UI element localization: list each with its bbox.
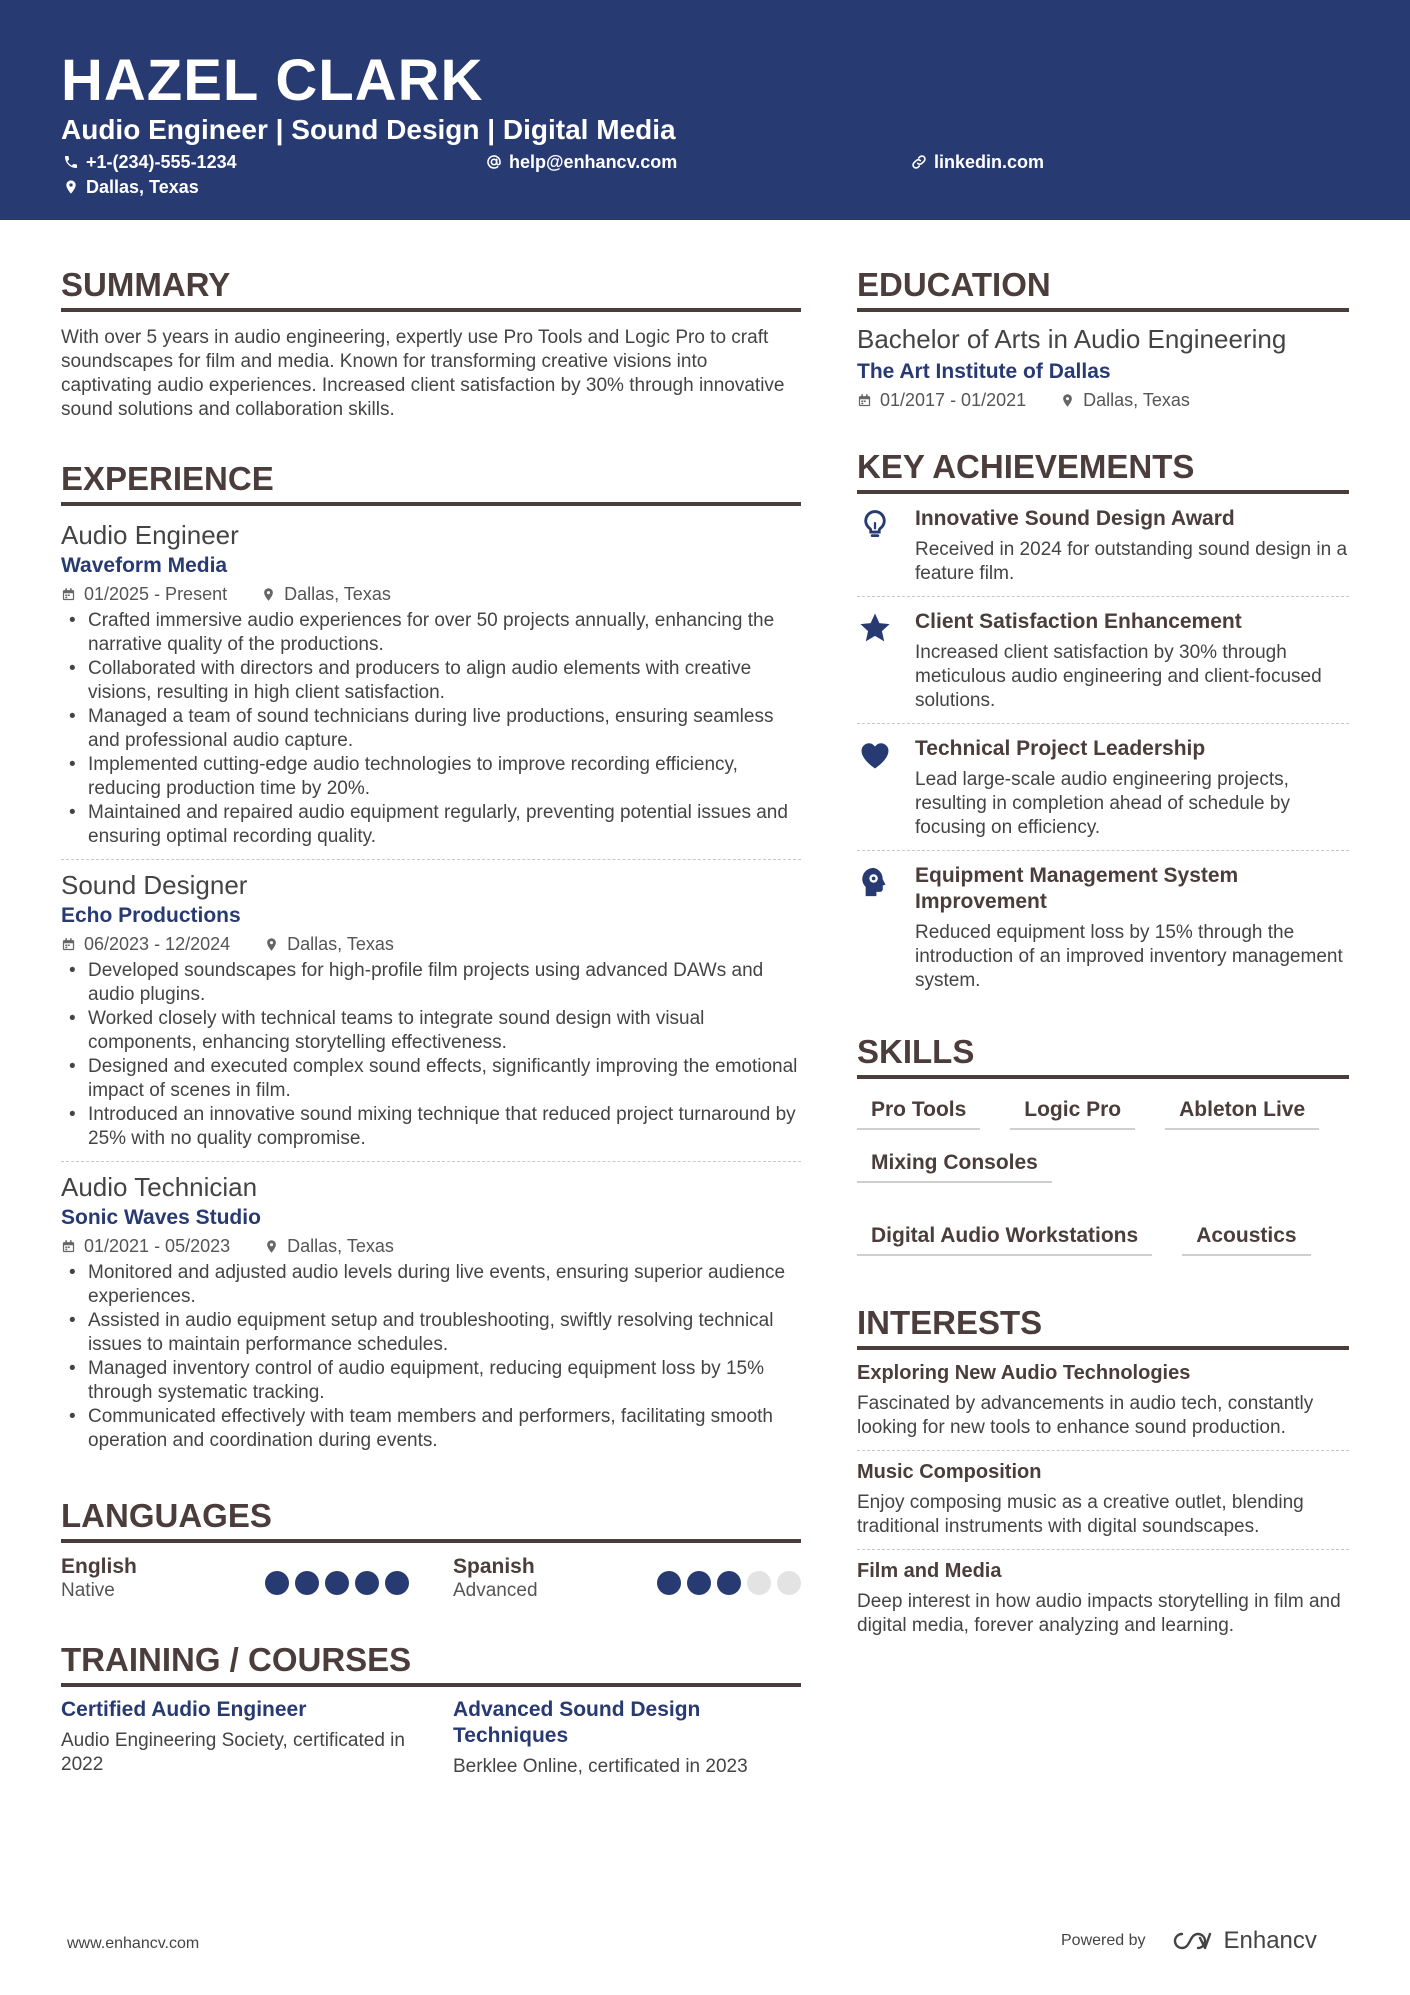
rating-dot: [747, 1571, 771, 1595]
job-bullet: • Designed and executed complex sound effects, significantly improving the emotional impact of scenes in film.: [61, 1055, 801, 1103]
email-text[interactable]: help@enhancv.com: [509, 152, 678, 172]
job-bullet: • Crafted immersive audio experiences for over 50 projects annually, enhancing the narrative quality of the productions.: [61, 609, 801, 657]
rating-dot: [657, 1571, 681, 1595]
course-item: [61, 1697, 409, 1779]
skills-list: [857, 1097, 1349, 1256]
calendar-icon: [61, 1239, 76, 1254]
at-icon: [486, 154, 502, 170]
language-rating: [657, 1571, 801, 1595]
heart-icon: [858, 738, 892, 772]
summary-section: [61, 262, 801, 422]
star-icon: [858, 611, 892, 645]
job-bullets: [61, 959, 801, 1151]
interests-heading: INTERESTS: [857, 1300, 1349, 1350]
job-role: Audio Technician: [61, 1172, 258, 1202]
job-bullets: [61, 1261, 801, 1453]
interest-desc: Fascinated by advancements in audio tech, constantly looking for new tools to enhance sound production.: [857, 1393, 1314, 1438]
left-column: [61, 262, 801, 1779]
language-item: [61, 1555, 409, 1603]
experience-section: [61, 456, 801, 1453]
language-name: English: [61, 1555, 137, 1578]
job-location: Dallas, Texas: [287, 934, 394, 954]
skill-tag: Ableton Live: [1165, 1097, 1319, 1130]
interest-desc: Deep interest in how audio impacts storytelling in film and digital media, forever analyzing and learning.: [857, 1591, 1341, 1636]
job-company: Sonic Waves Studio: [61, 1206, 261, 1229]
job-location: Dallas, Texas: [287, 1236, 394, 1256]
head-gear-icon: [858, 865, 892, 899]
job-company: Echo Productions: [61, 904, 241, 927]
job-entry: [61, 1170, 801, 1453]
achievement-title: Client Satisfaction Enhancement: [915, 610, 1242, 633]
job-bullet: • Monitored and adjusted audio levels during live events, ensuring superior audience experiences.: [61, 1261, 801, 1309]
job-bullet: • Managed inventory control of audio equipment, reducing equipment loss by 15% through systematic tracking.: [61, 1357, 801, 1405]
language-rating: [265, 1571, 409, 1595]
course-desc: Berklee Online, certificated in 2023: [453, 1756, 748, 1777]
phone-icon: [63, 154, 79, 170]
achievement-desc: Increased client satisfaction by 30% through meticulous audio engineering and client-focused solutions.: [915, 642, 1322, 711]
experience-heading: EXPERIENCE: [61, 456, 801, 506]
education-school: The Art Institute of Dallas: [857, 360, 1111, 383]
location-pin-icon: [1060, 393, 1075, 408]
training-section: [61, 1637, 801, 1779]
interest-item: [857, 1360, 1349, 1440]
location-pin-icon: [63, 179, 79, 195]
linkedin-text[interactable]: linkedin.com: [934, 152, 1045, 172]
course-title: Advanced Sound Design Techniques: [453, 1698, 701, 1747]
divider: [61, 1161, 801, 1162]
job-meta: [61, 1234, 801, 1258]
education-location: Dallas, Texas: [1083, 390, 1190, 410]
interest-title: Music Composition: [857, 1461, 1042, 1483]
achievement-title: Technical Project Leadership: [915, 737, 1206, 760]
rating-dot: [717, 1571, 741, 1595]
job-meta: [61, 582, 801, 606]
skills-heading: SKILLS: [857, 1029, 1349, 1079]
achievement-title: Innovative Sound Design Award: [915, 507, 1235, 530]
divider: [857, 1549, 1349, 1550]
job-bullet: • Communicated effectively with team members and performers, facilitating smooth operation and coordination during events.: [61, 1405, 801, 1453]
job-bullet: • Maintained and repaired audio equipment regularly, preventing potential issues and ensuring optimal recording quality.: [61, 801, 801, 849]
calendar-icon: [61, 587, 76, 602]
job-role: Audio Engineer: [61, 520, 239, 550]
job-company: Waveform Media: [61, 554, 228, 577]
job-bullet: • Implemented cutting-edge audio technologies to improve recording efficiency, reducing production time by 20%.: [61, 753, 801, 801]
enhancv-logo-icon: [1170, 1929, 1216, 1953]
rating-dot: [687, 1571, 711, 1595]
language-level: Advanced: [453, 1580, 538, 1601]
education-degree: Bachelor of Arts in Audio Engineering: [857, 324, 1287, 354]
education-section: [857, 262, 1349, 412]
education-heading: EDUCATION: [857, 262, 1349, 312]
location-pin-icon: [264, 1239, 279, 1254]
job-bullet: • Introduced an innovative sound mixing technique that reduced project turnaround by 25% with no quality compromise.: [61, 1103, 801, 1151]
calendar-icon: [61, 937, 76, 952]
skill-tag: Mixing Consoles: [857, 1150, 1052, 1183]
job-bullet: • Managed a team of sound technicians during live productions, ensuring seamless and professional audio capture.: [61, 705, 801, 753]
footer-branding: [1061, 1927, 1317, 1955]
candidate-name: HAZEL CLARK: [61, 48, 484, 113]
job-dates: 06/2023 - 12/2024: [84, 934, 231, 954]
calendar-icon: [857, 393, 872, 408]
languages-heading: LANGUAGES: [61, 1493, 801, 1543]
summary-text: With over 5 years in audio engineering, expertly use Pro Tools and Logic Pro to craft soundscapes for film and media. Known for transforming creative visions into captivating audio experiences. Increased client satisfaction by 30% through innovative sound solutions and collaboration skills.: [61, 327, 785, 420]
lightbulb-icon: [858, 508, 892, 542]
candidate-tagline: Audio Engineer | Sound Design | Digital Media: [61, 114, 676, 145]
rating-dot: [325, 1571, 349, 1595]
courses-list: [61, 1697, 801, 1779]
skill-tag: Digital Audio Workstations: [857, 1223, 1152, 1256]
divider: [857, 1450, 1349, 1451]
interests-section: [857, 1300, 1349, 1638]
rating-dot: [265, 1571, 289, 1595]
rating-dot: [777, 1571, 801, 1595]
job-meta: [61, 932, 801, 956]
achievements-heading: KEY ACHIEVEMENTS: [857, 444, 1349, 494]
course-desc: Audio Engineering Society, certificated in 2022: [61, 1730, 405, 1775]
achievements-section: [857, 444, 1349, 993]
job-entry: [61, 518, 801, 849]
achievement-item: [857, 724, 1349, 840]
brand-name: Enhancv: [1223, 1927, 1317, 1954]
interest-desc: Enjoy composing music as a creative outlet, blending traditional instruments with digital soundscapes.: [857, 1492, 1304, 1537]
rating-dot: [355, 1571, 379, 1595]
job-bullets: [61, 609, 801, 849]
training-heading: TRAINING / COURSES: [61, 1637, 801, 1687]
languages-list: [61, 1555, 801, 1603]
location-pin-icon: [264, 937, 279, 952]
job-entry: [61, 868, 801, 1151]
education-meta: [857, 388, 1349, 412]
achievement-desc: Received in 2024 for outstanding sound design in a feature film.: [915, 539, 1348, 584]
footer-website[interactable]: www.enhancv.com: [67, 1935, 200, 1952]
achievement-item: [857, 494, 1349, 586]
interest-item: [857, 1459, 1349, 1539]
interest-item: [857, 1558, 1349, 1638]
skill-tag: Pro Tools: [857, 1097, 980, 1130]
link-icon: [911, 154, 927, 170]
education-dates: 01/2017 - 01/2021: [880, 390, 1027, 410]
skills-section: [857, 1029, 1349, 1256]
achievement-desc: Reduced equipment loss by 15% through the introduction of an improved inventory management system.: [915, 922, 1343, 991]
brand-logo[interactable]: [1170, 1927, 1317, 1955]
job-location: Dallas, Texas: [284, 584, 391, 604]
job-bullet: • Assisted in audio equipment setup and troubleshooting, swiftly resolving technical issues to maintain performance schedules.: [61, 1309, 801, 1357]
achievement-desc: Lead large-scale audio engineering projects, resulting in completion ahead of schedule by focusing on efficiency.: [915, 769, 1290, 838]
job-bullet: • Collaborated with directors and producers to align audio elements with creative visions, resulting in high client satisfaction.: [61, 657, 801, 705]
languages-section: [61, 1493, 801, 1603]
rating-dot: [295, 1571, 319, 1595]
resume-header: [0, 0, 1410, 220]
divider: [61, 859, 801, 860]
course-item: [453, 1697, 801, 1779]
job-bullet: • Worked closely with technical teams to integrate sound design with visual components, enhancing storytelling effectiveness.: [61, 1007, 801, 1055]
job-dates: 01/2025 - Present: [84, 584, 228, 604]
summary-heading: SUMMARY: [61, 262, 801, 312]
phone-text: +1-(234)-555-1234: [86, 152, 237, 172]
course-title: Certified Audio Engineer: [61, 1698, 307, 1721]
language-item: [453, 1555, 801, 1603]
achievement-item: [857, 851, 1349, 993]
rating-dot: [385, 1571, 409, 1595]
achievement-title: Equipment Management System Improvement: [915, 864, 1239, 913]
job-bullet: • Developed soundscapes for high-profile film projects using advanced DAWs and audio plugins.: [61, 959, 801, 1007]
skill-tag: Acoustics: [1182, 1223, 1310, 1256]
contact-linkedin[interactable]: [911, 151, 1044, 173]
location-text: Dallas, Texas: [86, 177, 199, 197]
contact-location: [63, 176, 199, 198]
interest-title: Exploring New Audio Technologies: [857, 1362, 1191, 1384]
contact-email[interactable]: [486, 151, 677, 173]
right-column: [857, 262, 1349, 1638]
job-role: Sound Designer: [61, 870, 248, 900]
job-dates: 01/2021 - 05/2023: [84, 1236, 231, 1256]
location-pin-icon: [261, 587, 276, 602]
powered-by-text: Powered by: [1061, 1932, 1146, 1949]
interest-title: Film and Media: [857, 1560, 1002, 1582]
language-name: Spanish: [453, 1555, 535, 1578]
language-level: Native: [61, 1580, 115, 1601]
skill-tag: Logic Pro: [1010, 1097, 1135, 1130]
achievement-item: [857, 597, 1349, 713]
contact-phone: [63, 151, 237, 173]
